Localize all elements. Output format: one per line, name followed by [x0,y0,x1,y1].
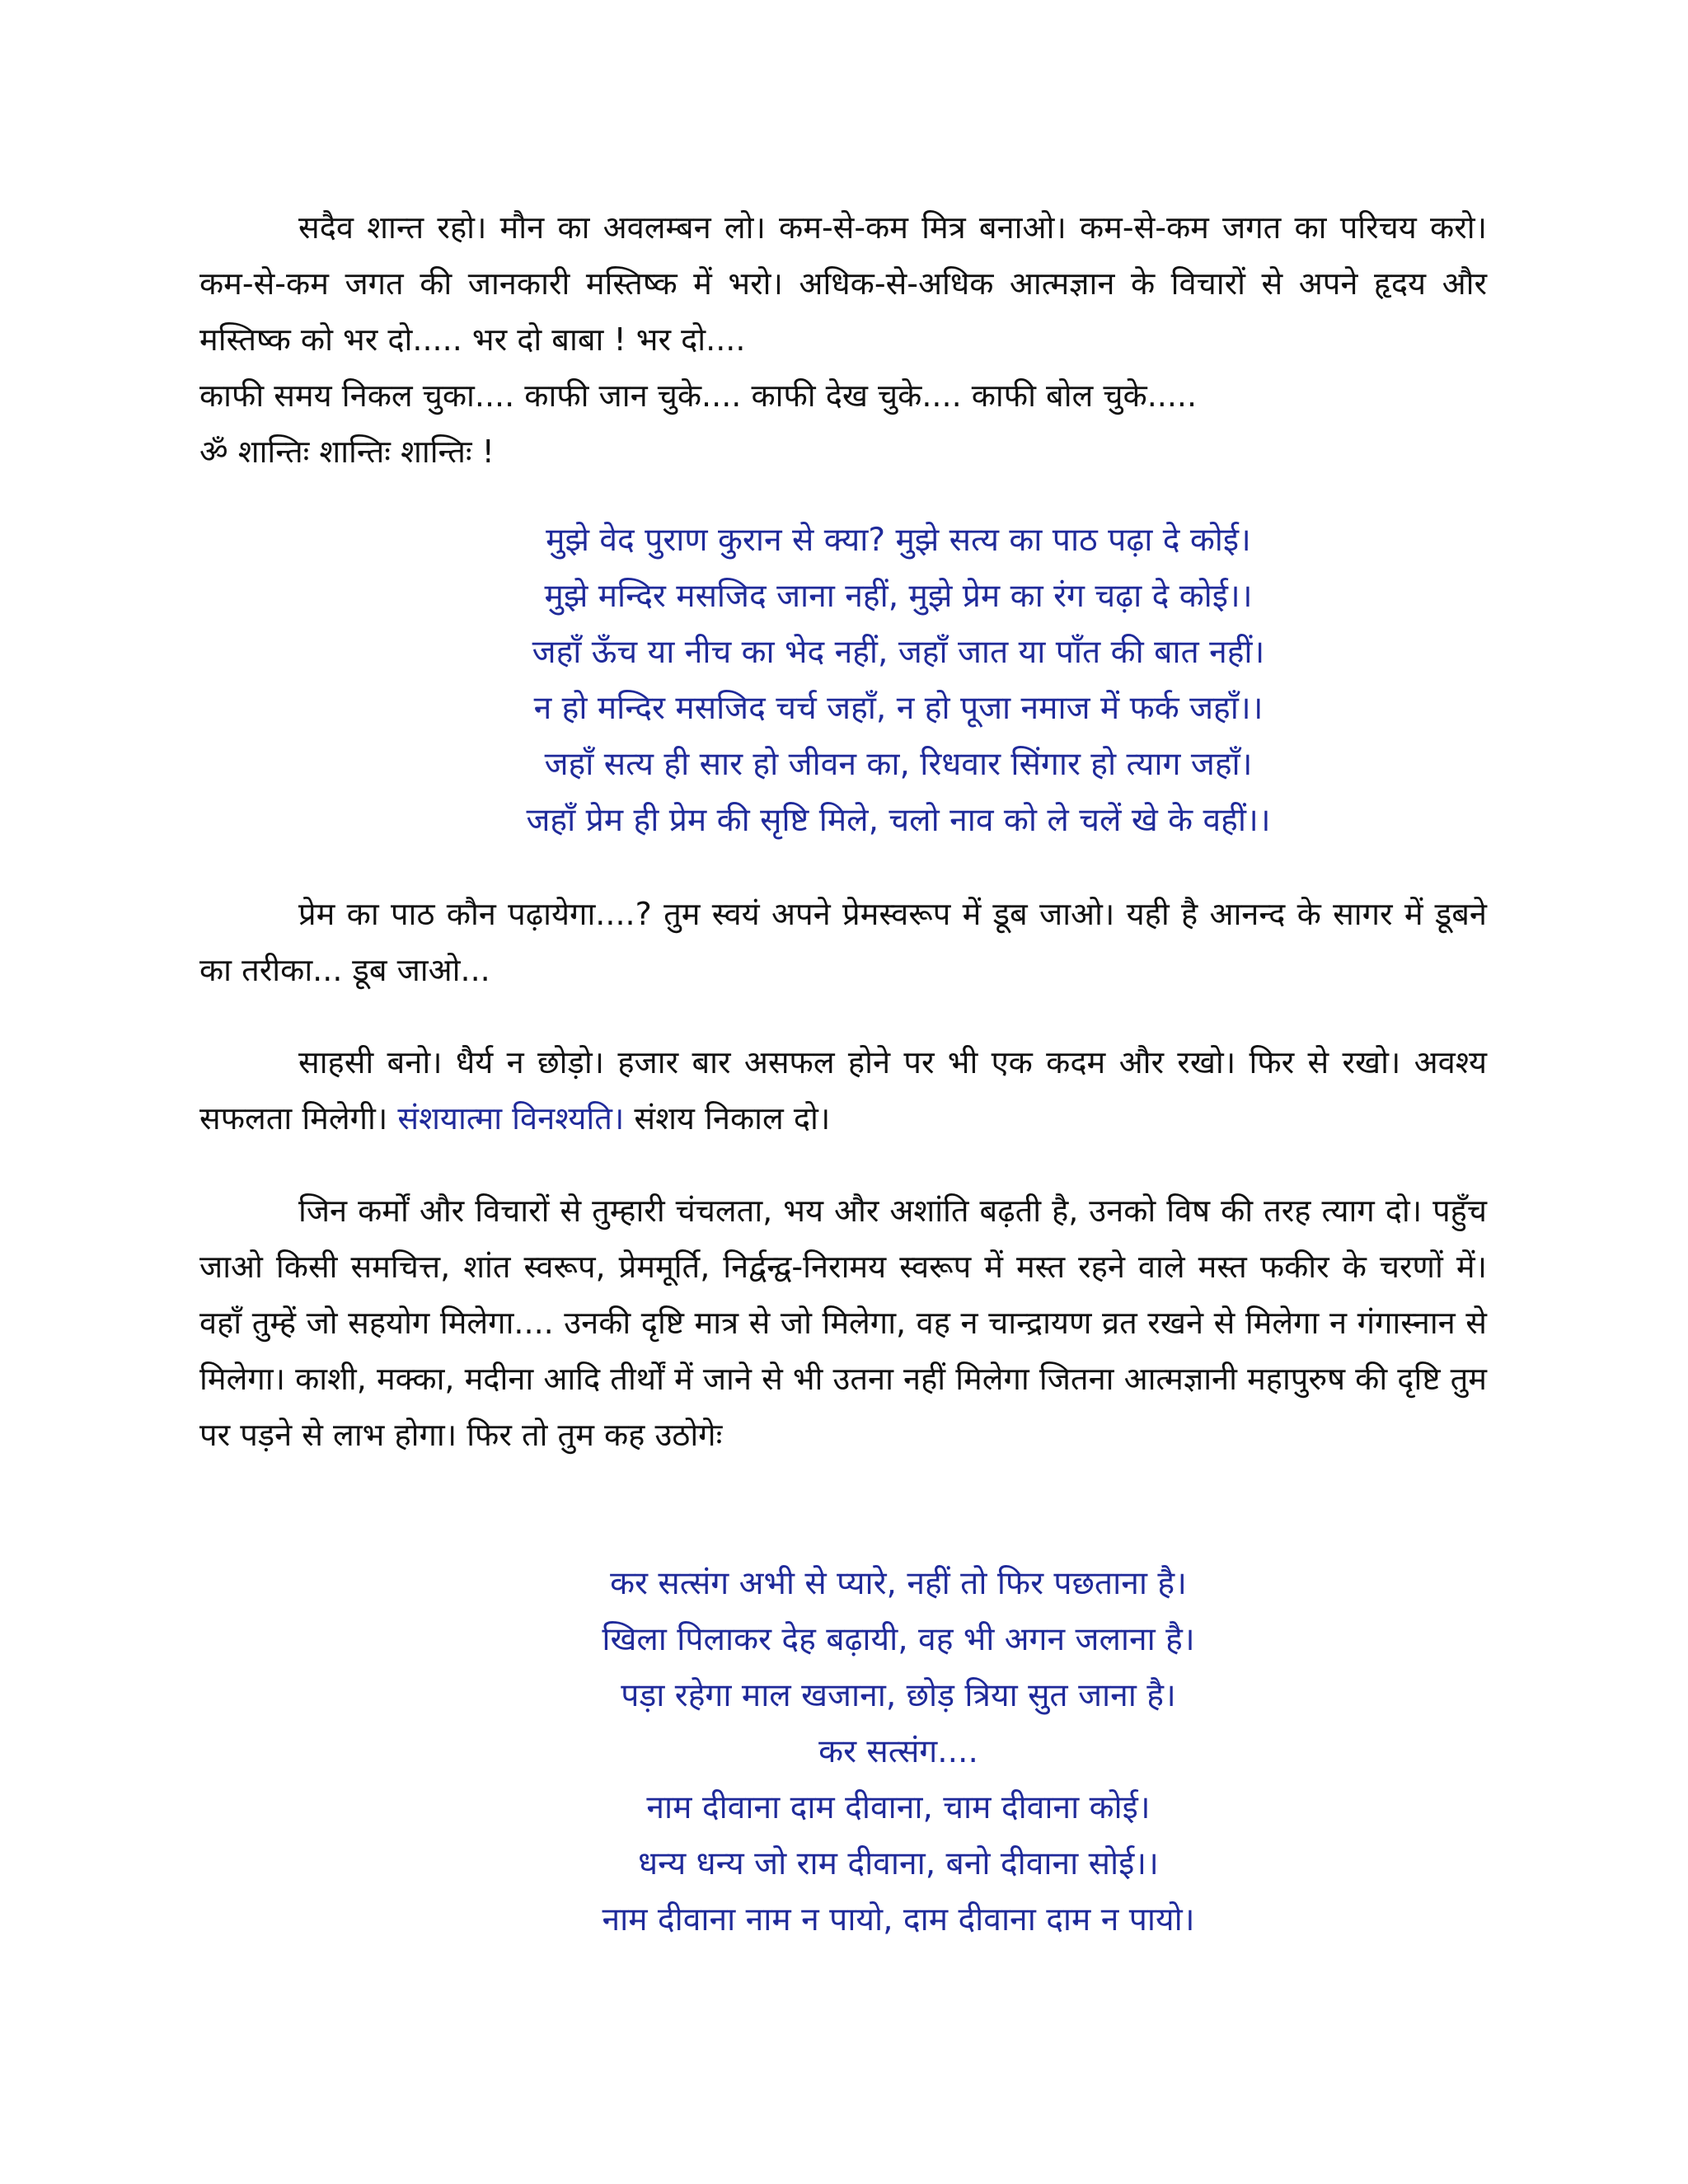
paragraph-enough-text: काफी समय निकल चुका.... काफी जान चुके.... काफी देख चुके.... काफी बोल चुके..... [199,377,1198,414]
paragraph-sahasi [199,1034,1487,1146]
sanskrit-quote: संशयात्मा विनश्यति। [397,1100,625,1137]
paragraph-karma: जिन कर्मों और विचारों से तुम्हारी चंचलता, भय और अशांति बढ़ती है, उनको विष की तरह त्याग दो। पहुँच जाओ किसी समचित्त, शांत स्वरूप, प्रेममूर्ति, निर्द्वन्द्व-निरामय स्वरूप में मस्त रहने वाले मस्त फकीर के चरणों में। वहाँ तुम्हें जो सहयोग मिलेगा.... उनकी दृष्टि मात्र से जो मिलेगा, वह न चान्द्रायण व्रत रखने से मिलेगा न गंगास्नान से मिलेगा। काशी, मक्का, मदीना आदि तीर्थों में जाने से भी उतना नहीं मिलेगा जितना आत्मज्ञानी महापुरुष की दृष्टि तुम पर पड़ने से लाभ होगा। फिर तो तुम कह उठोगेः [199,1193,1487,1453]
verse-line: कर सत्संग अभी से प्यारे, नहीं तो फिर पछताना है। [610,1565,1187,1602]
verse-line: धन्य धन्य जो राम दीवाना, बनो दीवाना सोई।। [638,1845,1159,1882]
verse-line: जहाँ प्रेम ही प्रेम की सृष्टि मिले, चलो नाव को ले चलें खे के वहीं।। [526,802,1271,839]
verse-line: पड़ा रहेगा माल खजाना, छोड़ त्रिया सुत जाना है। [621,1677,1176,1714]
paragraph-sahasi-text: साहसी बनो। धैर्य न छोड़ो। हजार बार असफल होने पर भी एक कदम और रखो। फिर से रखो। अवश्य सफलता मिलेगी। [199,1044,1487,1137]
verse-block-2 [462,1556,1335,1948]
paragraph-prem: प्रेम का पाठ कौन पढ़ायेगा....? तुम स्वयं अपने प्रेमस्वरूप में डूब जाओ। यही है आनन्द के सागर में डूबने का तरीका... डूब जाओ... [199,896,1487,988]
verse-line: मुझे मन्दिर मसजिद जाना नहीं, मुझे प्रेम का रंग चढ़ा दे कोई।। [544,578,1253,615]
paragraph-sahasi-end: संशय निकाल दो। [634,1100,831,1137]
verse-line: नाम दीवाना दाम दीवाना, चाम दीवाना कोई। [646,1789,1151,1826]
verse-line: नाम दीवाना नाम न पायो, दाम दीवाना दाम न पायो। [602,1901,1195,1938]
verse-line: जहाँ ऊँच या नीच का भेद नहीं, जहाँ जात या पाँत की बात नहीं। [532,634,1265,671]
verse-line: कर सत्संग.... [818,1733,978,1770]
verse-line: मुझे वेद पुराण कुरान से क्या? मुझे सत्य का पाठ पढ़ा दे कोई। [546,522,1251,559]
paragraph-peace-text: सदैव शान्त रहो। मौन का अवलम्बन लो। कम-से-कम मित्र बनाओ। कम-से-कम जगत का परिचय करो। कम-से-कम जगत की जानकारी मस्तिष्क में भरो। अधिक-से-अधिक आत्मज्ञान के विचारों से अपने हृदय और मस्तिष्क को भर दो..... भर दो बाबा ! भर दो.... [199,209,1487,358]
verse-line: जहाँ सत्य ही सार हो जीवन का, रिधवार सिंगार हो त्याग जहाँ। [544,746,1253,783]
verse-line: खिला पिलाकर देह बढ़ायी, वह भी अगन जलाना है। [602,1621,1195,1658]
paragraph-peace [199,199,1487,424]
verse-line: न हो मन्दिर मसजिद चर्च जहाँ, न हो पूजा नमाज में फर्क जहाँ।। [533,690,1264,727]
om-shanti-line: ॐ शान्तिः शान्तिः शान्तिः ! [199,434,495,470]
verse-block-1 [429,513,1368,849]
